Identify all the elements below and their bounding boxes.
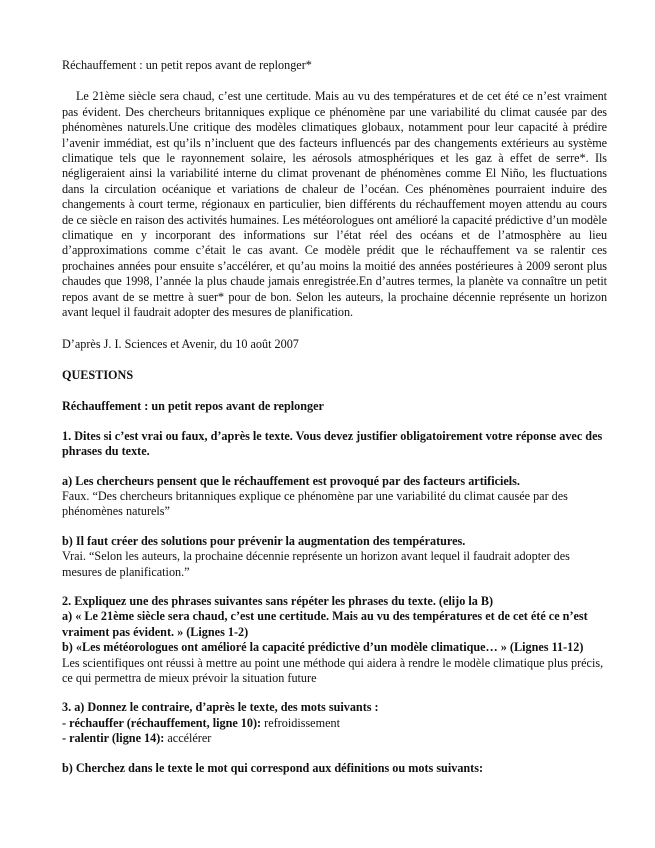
- question-2a: a) « Le 21ème siècle sera chaud, c’est une certitude. Mais au vu des températures et de cet été ce n’est vraiment pas évident. » (Lignes 1-2): [62, 609, 588, 639]
- article-title: Réchauffement : un petit repos avant de replonger*: [62, 58, 312, 72]
- question-2b: b) «Les météorologues ont amélioré la capacité prédictive d’un modèle climatique… » (Lignes 11-12): [62, 640, 584, 655]
- document-page: [62, 58, 607, 776]
- answer-1b: Vrai. “Selon les auteurs, la prochaine décennie représente un horizon avant lequel il faudrait adopter des mesures de planification.”: [62, 549, 570, 579]
- questions-title: Réchauffement : un petit repos avant de replonger: [62, 399, 324, 414]
- question-3b-prompt: b) Cherchez dans le texte le mot qui correspond aux définitions ou mots suivants:: [62, 760, 484, 775]
- question-1b: b) Il faut créer des solutions pour prévenir la augmentation des températures.: [62, 533, 466, 548]
- question-3a-item-1: [62, 716, 607, 731]
- answer-2: Les scientifiques ont réussi à mettre au point une méthode qui aidera à rendre le modèle climatique plus précis, ce qui permettra de mieux prévoir la situation future: [62, 655, 604, 685]
- item-1-answer: refroidissement: [261, 715, 340, 730]
- question-1-prompt: 1. Dites si c’est vrai ou faux, d’après le texte. Vous devez justifier obligatoirement votre réponse avec des phrases du texte.: [62, 428, 603, 459]
- question-1a: a) Les chercheurs pensent que le réchauffement est provoqué par des facteurs artificiels.: [62, 473, 520, 488]
- article-source: D’après J. I. Sciences et Avenir, du 10 août 2007: [62, 336, 299, 351]
- item-2-answer: accélérer: [164, 731, 212, 746]
- questions-heading: QUESTIONS: [62, 367, 134, 382]
- item-1-label: - réchauffer (réchauffement, ligne 10):: [62, 715, 262, 730]
- item-2-label: - ralentir (ligne 14):: [62, 731, 165, 746]
- question-3a-item-2: [62, 731, 607, 746]
- article-body: Le 21ème siècle sera chaud, c’est une certitude. Mais au vu des températures et de cet été ce n’est vraiment pas évident. Des chercheurs britanniques explique ce phénomène par une variabilité du climat causée par des phénomènes naturels.Une critique des modèles climatiques globaux, notamment pour leur capacité à prédire l’avenir immédiat, est qu’ils n’incluent que des facteurs influencés par des changements extérieurs au système climatique tels que le rayonnement solaire, les aérosols atmosphériques et les gaz à effet de serre*. Ils négligeraient ainsi la variabilité interne du climat provenant de phénomènes comme El Niño, les fluctuations dans la circulation océanique et variations de chaleur de l’océan. Ces phénomènes pourraient induire des changements à court terme, régionaux en particulier, bien différents du réchauffement moyen attendu au cours de ce siècle en raison des activités humaines. Les météorologues ont amélioré la capacité prédictive d’un modèle climatique en y incorporant des informations sur l’état réel des océans et de l’atmosphère au lieu d’approximations comme c’était le cas avant. Ce modèle prédit que le réchauffement va se ralentir ces prochaines années pour ensuite s’accélérer, et qu’au moins la moitié des années postérieures à 2009 seront plus chaudes que 1998, l’année la plus chaude jamais enregistrée.En d’autres termes, la planète va connaître un petit repos avant de se mettre à suer* pour de bon. Selon les auteurs, la prochaine décennie représente un horizon avant lequel il faudrait adopter des mesures de planification.: [62, 89, 607, 320]
- question-3a-prompt: 3. a) Donnez le contraire, d’après le texte, des mots suivants :: [62, 700, 379, 715]
- answer-1a: Faux. “Des chercheurs britanniques explique ce phénomène par une variabilité du climat causée par des phénomènes naturels”: [62, 488, 568, 519]
- question-2-prompt: 2. Expliquez une des phrases suivantes sans répéter les phrases du texte. (elijo la B): [62, 593, 494, 608]
